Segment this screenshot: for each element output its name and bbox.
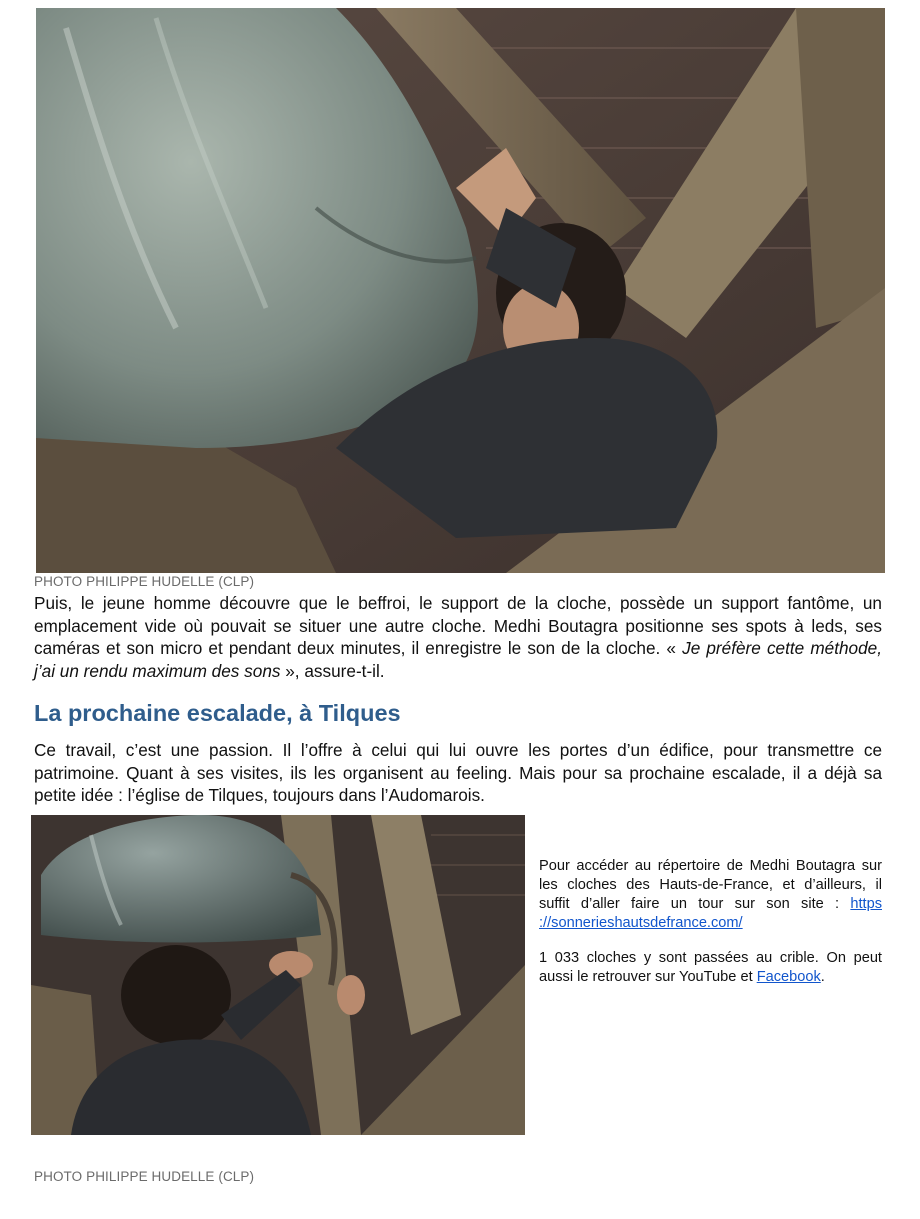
photo-caption-top: PHOTO PHILIPPE HUDELLE (CLP) <box>34 574 255 589</box>
sidebar-block-social <box>539 949 882 987</box>
photo-bell-climber-top <box>36 8 885 573</box>
photo-bell-climber-bottom <box>31 815 525 1135</box>
photo-illustration <box>31 815 525 1135</box>
sidebar-text-social: 1 033 cloches y sont passées au crible. On peut aussi le retrouver sur YouTube et <box>539 950 882 985</box>
sidebar-text-end: . <box>820 969 825 985</box>
photo-caption-bottom: PHOTO PHILIPPE HUDELLE (CLP) <box>34 1169 255 1184</box>
section-heading: La prochaine escalade, à Tilques <box>34 700 401 726</box>
article-paragraph-1 <box>34 592 882 682</box>
paragraph-1-text: Puis, le jeune homme découvre que le beffroi, le support de la cloche, possède un support fantôme, un emplacement vide où pouvait se situer une autre cloche. Medhi Boutagra positionne ses spots à leds, ses caméras et son micro et pendant deux minutes, il enregistre le son de la cloche. « <box>34 593 882 659</box>
sidebar-text-website: Pour accéder au répertoire de Medhi Boutagra sur les cloches des Hauts-de-France, et d’ailleurs, il suffit d’aller faire un tour sur son site : <box>539 858 882 912</box>
paragraph-1-quote: Je préfère cette méthode, j’ai un rendu maximum des sons <box>34 638 882 681</box>
article-paragraph-2: Ce travail, c’est une passion. Il l’offre à celui qui lui ouvre les portes d’un édifice, pour transmettre ce patrimoine. Quant à ses visites, ils les organisent au feeling. Mais pour sa prochaine escalade, il a déjà sa petite idée : l’église de Tilques, toujours dans l’Audomarois. <box>34 740 882 806</box>
website-link[interactable]: https ://sonnerieshautsdefrance.com/ <box>539 896 882 931</box>
photo-illustration <box>36 8 885 573</box>
paragraph-1-text-end: », assure-t-il. <box>280 660 385 681</box>
facebook-link[interactable]: Facebook <box>756 969 821 985</box>
sidebar-block-website <box>539 857 882 933</box>
